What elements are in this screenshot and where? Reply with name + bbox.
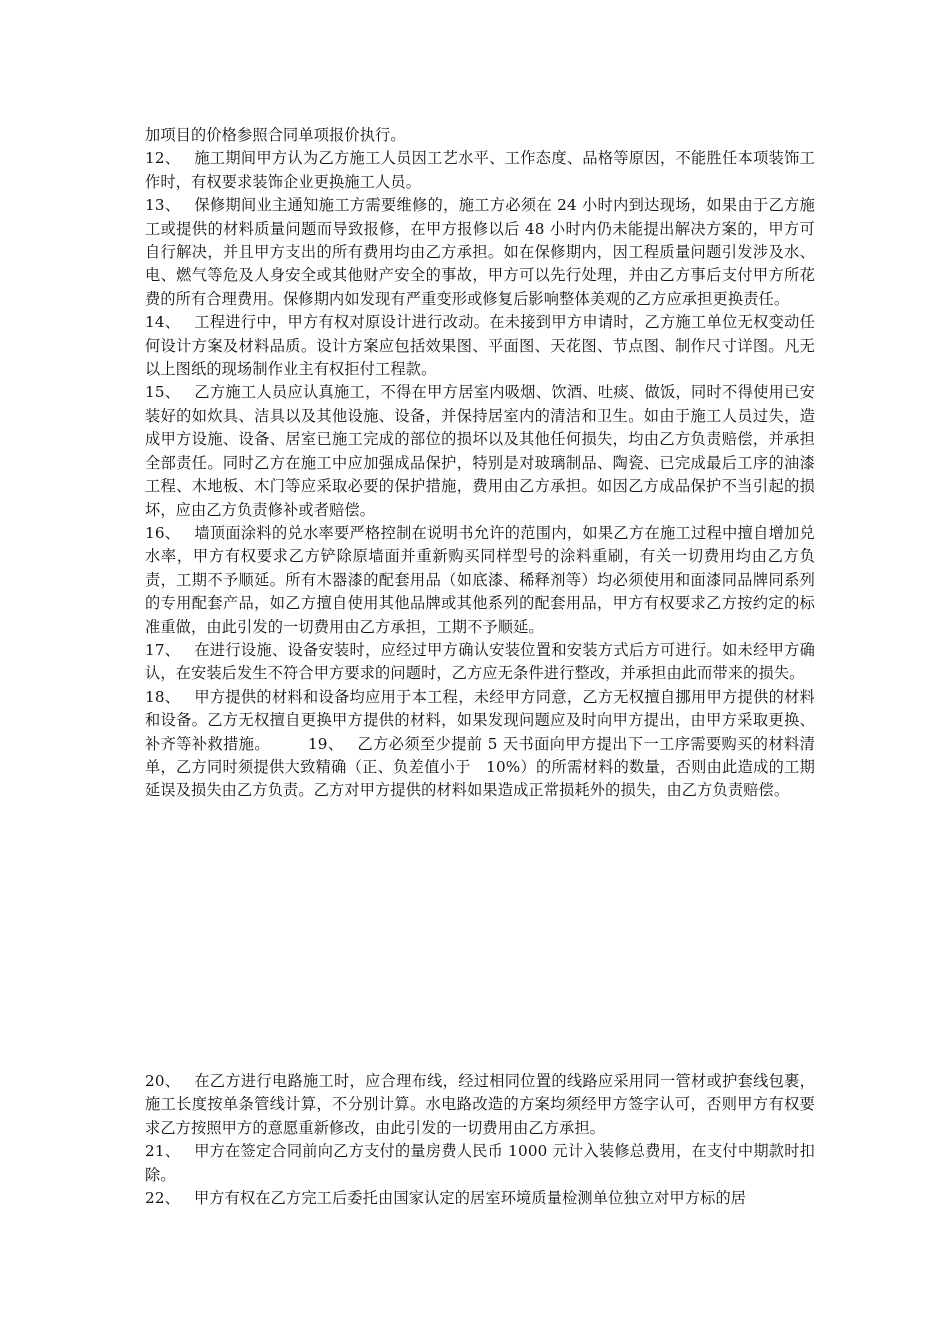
- clause-text: 甲方提供的材料和设备均应用于本工程，未经甲方同意，乙方无权擅自挪用甲方提供的材料和设备。乙方无权擅自更换甲方提供的材料，如果发现问题应及时向甲方提出，由甲方采取更换、补齐等补救措施。: [145, 687, 816, 753]
- clause-text: 乙方施工人员应认真施工，不得在甲方居室内吸烟、饮酒、吐痰、做饭，同时不得使用已安装好的如炊具、洁具以及其他设施、设备，并保持居室内的清洁和卫生。如由于施工人员过失，造成甲方设施、设备、居室已施工完成的部位的损坏以及其他任何损失，均由乙方负责赔偿，并承担全部责任。同时乙方在施工中应加强成品保护，特别是对玻璃制品、陶瓷、已完成最后工序的油漆工程、木地板、木门等应采取必要的保护措施，费用由乙方承担。如因乙方成品保护不当引起的损坏，应由乙方负责修补或者赔偿。: [145, 383, 816, 519]
- clause-15: [145, 381, 815, 521]
- clause-16: [145, 522, 815, 639]
- clause-text: 在进行设施、设备安装时，应经过甲方确认安装位置和安装方式后方可进行。如未经甲方确认，在安装后发生不符合甲方要求的问题时，乙方应无条件进行整改，并承担由此而带来的损失。: [145, 640, 816, 683]
- clause-number: 18、: [145, 687, 181, 706]
- clause-text: 保修期间业主通知施工方需要维修的，施工方必须在 24 小时内到达现场，如果由于乙方施工或提供的材料质量问题而导致报修，在甲方报修以后 48 小时内仍未能提出解决方案的，甲方可自行解决，并且甲方支出的所有费用均由乙方承担。如在保修期内，因工程质量问题引发涉及水、电、燃气等危及人身安全或其他财产安全的事故，甲方可以先行处理，并由乙方事后支付甲方所花费的所有合理费用。保修期内如发现有严重变形或修复后影响整体美观的乙方应承担更换责任。: [145, 196, 816, 308]
- clause-text: 乙方必须至少提前 5 天书面向甲方提出下一工序需要购买的材料清单，乙方同时须提供大致精确（正、负差值小于 10%）的所需材料的数量，否则由此造成的工期延误及损失由乙方负责。乙方对甲方提供的材料如果造成正常损耗外的损失，由乙方负责赔偿。: [145, 734, 816, 800]
- clause-number: 13、: [145, 196, 181, 215]
- clause-number: 21、: [145, 1142, 181, 1161]
- clause-number: 17、: [145, 640, 181, 659]
- continuation-paragraph: 加项目的价格参照合同单项报价执行。: [145, 126, 406, 144]
- clause-number: 22、: [145, 1189, 180, 1208]
- clause-18-19: [145, 686, 815, 803]
- clause-14: [145, 311, 815, 381]
- clause-22: [145, 1187, 815, 1210]
- clause-number: 16、: [145, 523, 181, 542]
- clause-text: 墙顶面涂料的兑水率要严格控制在说明书允许的范围内，如果乙方在施工过程中擅自增加兑水率，甲方有权要求乙方铲除原墙面并重新购买同样型号的涂料重刷，有关一切费用均由乙方负责，工期不予顺延。所有木器漆的配套用品（如底漆、稀释剂等）均必须使用和面漆同品牌同系列的专用配套产品，如乙方擅自使用其他品牌或其他系列的配套用品，甲方有权要求乙方按约定的标准重做，由此引发的一切费用由乙方承担，工期不予顺延。: [145, 523, 816, 636]
- clause-text: 工程进行中，甲方有权对原设计进行改动。在未接到甲方申请时，乙方施工单位无权变动任何设计方案及材料品质。设计方案应包括效果图、平面图、天花图、节点图、制作尺寸详图。凡无以上图纸的现场制作业主有权拒付工程款。: [145, 313, 816, 379]
- clause-text: 在乙方进行电路施工时，应合理布线，经过相同位置的线路应采用同一管材或护套线包裹，施工长度按单条管线计算，不分别计算。水电路改造的方案均须经甲方签字认可，否则甲方有权要求乙方按照甲方的意愿重新修改，由此引发的一切费用由乙方承担。: [145, 1072, 816, 1137]
- clause-text: 甲方有权在乙方完工后委托由国家认定的居室环境质量检测单位独立对甲方标的居: [193, 1189, 747, 1208]
- clause-17: [145, 639, 815, 686]
- clause-text: 甲方在签定合同前向乙方支付的量房费人民币 1000 元计入装修总费用，在支付中期款时扣除。: [145, 1142, 815, 1184]
- clause-13: [145, 194, 815, 311]
- contract-text-lower: [145, 1070, 815, 1210]
- clause-20: [145, 1070, 815, 1140]
- clause-21: [145, 1140, 815, 1187]
- clause-number: 14、: [145, 313, 181, 332]
- clause-number: 15、: [145, 383, 181, 402]
- clause-text: 施工期间甲方认为乙方施工人员因工艺水平、工作态度、品格等原因，不能胜任本项装饰工作时，有权要求装饰企业更换施工人员。: [145, 149, 816, 191]
- clause-number: 19、: [307, 734, 344, 753]
- clause-12: [145, 147, 815, 194]
- contract-text-upper: [145, 124, 815, 803]
- clause-number: 12、: [145, 149, 181, 168]
- clause-number: 20、: [145, 1072, 181, 1090]
